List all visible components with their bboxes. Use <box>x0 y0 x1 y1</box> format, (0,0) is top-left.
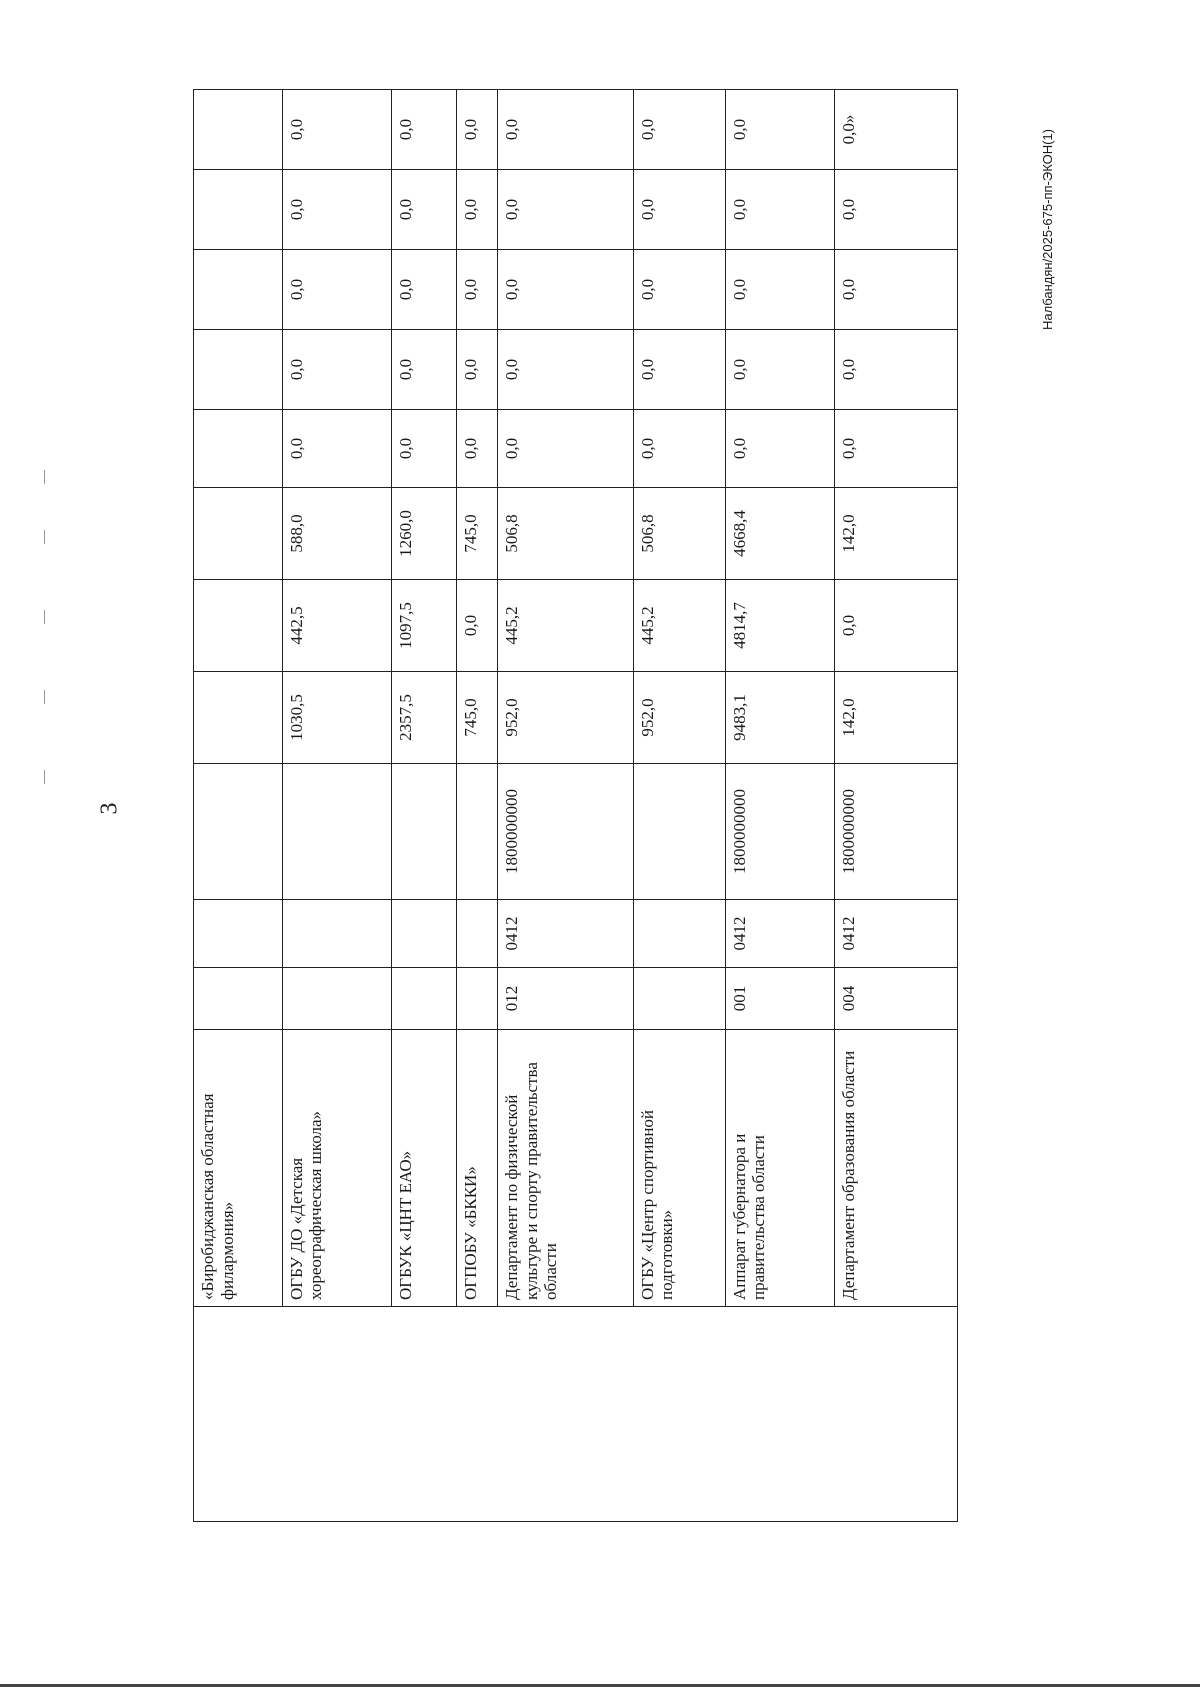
cell-name: ОГБУ «Центр спортивной подготовки» <box>633 1030 725 1307</box>
cell-c5: 0,0 <box>725 330 834 410</box>
cell-section <box>392 900 457 968</box>
cell-c7 <box>194 170 283 250</box>
cell-c8: 0,0 <box>456 90 498 170</box>
cell-c4: 0,0 <box>282 410 391 488</box>
cell-c3: 4668,4 <box>725 488 834 580</box>
cell-c6: 0,0 <box>725 250 834 330</box>
cell-name: Департамент образования области <box>834 1030 957 1307</box>
cell-section <box>456 900 498 968</box>
cell-csr: 1800000000 <box>834 764 957 900</box>
cell-c3: 745,0 <box>456 488 498 580</box>
cell-c6 <box>194 250 283 330</box>
cell-c5: 0,0 <box>633 330 725 410</box>
cell-name: «Биробиджанская областная филармония» <box>194 1030 283 1307</box>
cell-c6: 0,0 <box>633 250 725 330</box>
cell-c5 <box>194 330 283 410</box>
cell-c4: 0,0 <box>392 410 457 488</box>
cell-c3: 142,0 <box>834 488 957 580</box>
cell-c2: 4814,7 <box>725 580 834 672</box>
cell-c2: 0,0 <box>834 580 957 672</box>
document-reference-note <box>1040 128 1060 350</box>
cell-c5: 0,0 <box>282 330 391 410</box>
cell-c1 <box>194 672 283 764</box>
cell-name: Аппарат губернатора и правительства области <box>725 1030 834 1307</box>
cell-c5: 0,0 <box>456 330 498 410</box>
cell-c1: 2357,5 <box>392 672 457 764</box>
cell-c7: 0,0 <box>456 170 498 250</box>
cell-csr <box>194 764 283 900</box>
cell-csr <box>282 764 391 900</box>
budget-table <box>193 89 958 1522</box>
cell-c8: 0,0 <box>392 90 457 170</box>
cell-c2: 445,2 <box>498 580 633 672</box>
cell-section <box>282 900 391 968</box>
cell-c3: 506,8 <box>633 488 725 580</box>
cell-c4: 0,0 <box>498 410 633 488</box>
cell-c1: 142,0 <box>834 672 957 764</box>
cell-c2: 442,5 <box>282 580 391 672</box>
cell-name: ОГПОБУ «БККИ» <box>456 1030 498 1307</box>
cell-c7: 0,0 <box>834 170 957 250</box>
cell-c5: 0,0 <box>392 330 457 410</box>
cell-c2 <box>194 580 283 672</box>
cell-grbs <box>194 968 283 1030</box>
cell-c3 <box>194 488 283 580</box>
cell-c4: 0,0 <box>633 410 725 488</box>
cell-section <box>633 900 725 968</box>
cell-c7: 0,0 <box>392 170 457 250</box>
cell-c3: 588,0 <box>282 488 391 580</box>
table-row <box>194 90 283 1522</box>
cell-name: ОГБУ ДО «Детская хореографическая школа» <box>282 1030 391 1307</box>
cell-c8: 0,0» <box>834 90 957 170</box>
cell-c6: 0,0 <box>392 250 457 330</box>
cell-csr: 1800000000 <box>498 764 633 900</box>
cell-grbs <box>456 968 498 1030</box>
cell-c3: 506,8 <box>498 488 633 580</box>
cell-c3: 1260,0 <box>392 488 457 580</box>
cell-c2: 1097,5 <box>392 580 457 672</box>
cell-grbs: 004 <box>834 968 957 1030</box>
cell-csr <box>392 764 457 900</box>
cell-c8: 0,0 <box>498 90 633 170</box>
cell-c1: 9483,1 <box>725 672 834 764</box>
scan-bottom-edge <box>0 1684 1200 1687</box>
cell-grbs: 001 <box>725 968 834 1030</box>
cell-c5: 0,0 <box>834 330 957 410</box>
cell-section <box>194 900 283 968</box>
cell-c8 <box>194 90 283 170</box>
cell-c7: 0,0 <box>633 170 725 250</box>
cell-c8: 0,0 <box>725 90 834 170</box>
cell-grbs <box>282 968 391 1030</box>
cell-c4: 0,0 <box>456 410 498 488</box>
cell-section: 0412 <box>834 900 957 968</box>
cell-c7: 0,0 <box>725 170 834 250</box>
cell-c7: 0,0 <box>498 170 633 250</box>
cell-c6: 0,0 <box>282 250 391 330</box>
cell-c5: 0,0 <box>498 330 633 410</box>
page-number: 3 <box>96 802 123 815</box>
cell-c4 <box>194 410 283 488</box>
cell-c6: 0,0 <box>498 250 633 330</box>
cell-section: 0412 <box>725 900 834 968</box>
cell-csr <box>633 764 725 900</box>
document-reference: Налбандян/2025-675-пп-ЭКОН(1) <box>1040 128 1055 330</box>
cell-csr <box>456 764 498 900</box>
cell-name: Департамент по физической культуре и спорту правительства области <box>498 1030 633 1307</box>
cell-name: ОГБУК «ЦНТ ЕАО» <box>392 1030 457 1307</box>
cell-c6: 0,0 <box>834 250 957 330</box>
cell-c7: 0,0 <box>282 170 391 250</box>
cell-section: 0412 <box>498 900 633 968</box>
cell-c8: 0,0 <box>282 90 391 170</box>
cell-grbs <box>633 968 725 1030</box>
cell-c8: 0,0 <box>633 90 725 170</box>
cell-c1: 952,0 <box>633 672 725 764</box>
cell-c2: 445,2 <box>633 580 725 672</box>
cell-c1: 952,0 <box>498 672 633 764</box>
cell-c4: 0,0 <box>725 410 834 488</box>
rotated-table-container <box>193 90 958 1522</box>
cell-grbs: 012 <box>498 968 633 1030</box>
cell-c1: 1030,5 <box>282 672 391 764</box>
cell-c2: 0,0 <box>456 580 498 672</box>
cell-c6: 0,0 <box>456 250 498 330</box>
cell-c4: 0,0 <box>834 410 957 488</box>
scan-margin-marks <box>44 470 46 970</box>
left-merged-cell <box>194 1307 958 1522</box>
cell-csr: 1800000000 <box>725 764 834 900</box>
cell-c1: 745,0 <box>456 672 498 764</box>
cell-grbs <box>392 968 457 1030</box>
